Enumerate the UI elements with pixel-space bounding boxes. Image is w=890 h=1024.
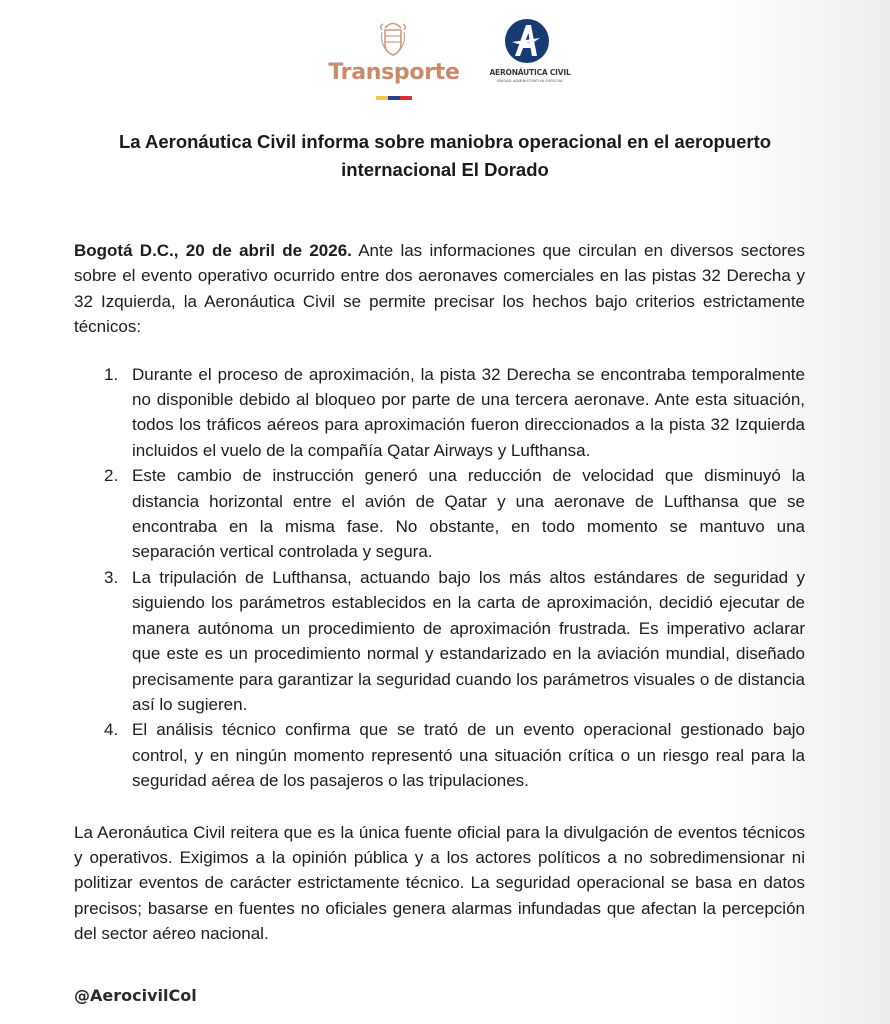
closing-paragraph: La Aeronáutica Civil reitera que es la única fuente oficial para la divulgación de eventos técnicos y operativos. Exigimos a la opinión pública y a los actores políticos a no sobredimensionar ni politizar eventos de carácter estrictamente técnico. La seguridad operacional se basa en datos precisos; basarse en fuentes no oficiales genera alarmas infundadas que afectan la percepción del sector aéreo nacional. (74, 822, 805, 944)
list-item (74, 463, 805, 565)
colombia-coat-of-arms-icon (376, 18, 410, 58)
aerocivil-a-star-icon (504, 18, 550, 64)
facts-list (74, 362, 805, 794)
intro-paragraph (74, 238, 805, 340)
intro-text: Ante las informaciones que circulan en diversos sectores sobre el evento operativo ocurrido entre dos aeronaves comerciales en las pistas 32 Derecha y 32 Izquierda, la Aeronáutica Civil se permite precisar los hechos bajo criterios estrictamente técnicos: (74, 241, 805, 337)
aerocivil-name: AERONÁUTICA CIVIL (489, 68, 571, 77)
transporte-logo (326, 18, 462, 102)
list-number: 3. (104, 567, 119, 587)
social-handle: @AerocivilCol (74, 986, 197, 1005)
list-number: 1. (104, 364, 119, 384)
transporte-wordmark: Transporte (328, 60, 460, 85)
list-item (74, 565, 805, 717)
aerocivil-logo (480, 18, 580, 98)
list-number: 4. (104, 720, 119, 740)
press-release-body (74, 238, 805, 947)
aerocivil-subtitle: UNIDAD ADMINISTRATIVA ESPECIAL (496, 79, 564, 83)
press-release-title: La Aeronáutica Civil informa sobre maniobra operacional en el aeropuerto internacional El Dorado (118, 131, 772, 180)
list-item-text: Este cambio de instrucción generó una reducción de velocidad que disminuyó la distancia horizontal entre el avión de Qatar y una aeronave de Lufthansa que se encontraba en la misma fase. No obstante, en todo momento se mantuvo una separación vertical controlada y segura. (132, 466, 805, 562)
list-item (74, 362, 805, 464)
letterhead (0, 14, 890, 104)
list-number: 2. (104, 466, 119, 486)
dateline: Bogotá D.C., 20 de abril de 2026. (74, 241, 352, 260)
list-item-text: El análisis técnico confirma que se trató de un evento operacional gestionado bajo control, y en ningún momento representó una situación crítica o un riesgo real para la seguridad aérea de los pasajeros o las tripulaciones. (132, 720, 805, 791)
list-item (74, 717, 805, 793)
colombia-flag-bar (376, 96, 412, 100)
list-item-text: Durante el proceso de aproximación, la pista 32 Derecha se encontraba temporalmente no disponible debido al bloqueo por parte de una tercera aeronave. Ante esta situación, todos los tráficos aéreos para aproximación fueron direccionados a la pista 32 Izquierda incluidos el vuelo de la compañía Qatar Airways y Lufthansa. (132, 364, 805, 460)
list-item-text: La tripulación de Lufthansa, actuando bajo los más altos estándares de seguridad y siguiendo los parámetros establecidos en la carta de aproximación, decidió ejecutar de manera autónoma un procedimiento de aproximación frustrada. Es imperativo aclarar que este es un procedimiento normal y estandarizado en la aviación mundial, diseñado precisamente para garantizar la seguridad cuando los parámetros visuales o de distancia así lo sugieren. (132, 567, 805, 714)
